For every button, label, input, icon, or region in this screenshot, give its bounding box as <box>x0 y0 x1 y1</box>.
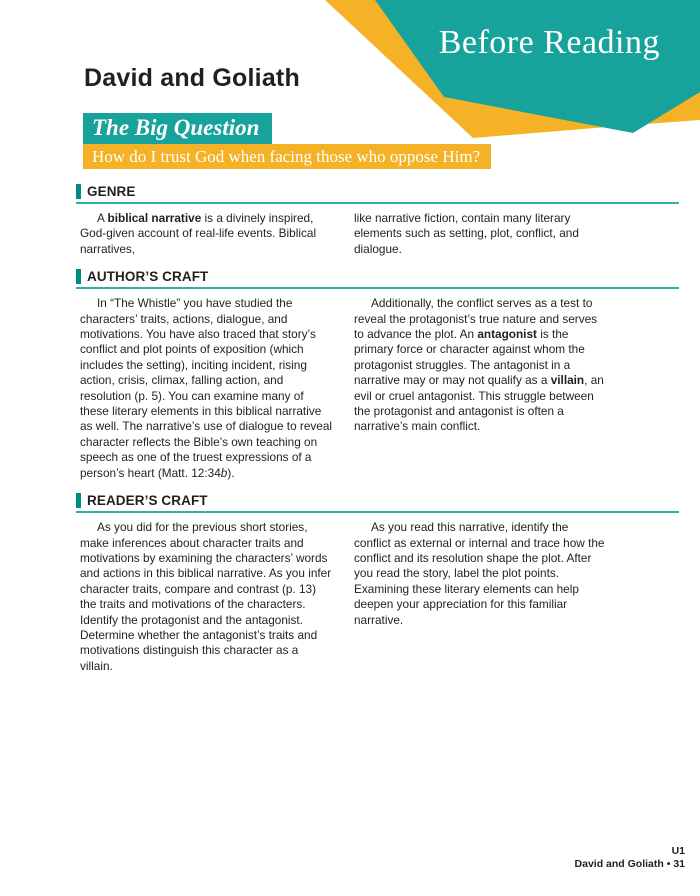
genre-term-biblical-narrative: biblical narrative <box>107 211 202 225</box>
page-footer <box>575 845 685 871</box>
authors-craft-left-text-1: In “The Whistle” you have studied the characters’ traits, actions, dialogue, and motivations. You have also traced that story’s conflict and plot points of exposition (which includes the setting), inciting incident, rising action, crisis, climax, falling action, and resolution (p. 5). You can examine many of these literary elements in this biblical narrative as well. The narrative’s use of dialogue to reveal character reflects the Bible’s own teaching on speech as one of the truest expressions of a person’s heart (Matt. 12:34 <box>80 296 333 480</box>
section-readers-craft-title: READER’S CRAFT <box>87 493 208 509</box>
section-genre-body <box>80 211 607 257</box>
authors-craft-right-column <box>354 296 607 481</box>
authors-craft-right-text-3: , an evil or cruel antagonist. This struggle between the protagonist and antagonist is often a narrative’s main conflict. <box>354 373 604 434</box>
authors-craft-verse-letter: b <box>220 465 228 480</box>
genre-right-column <box>354 211 607 257</box>
genre-left-text-2: is a divinely inspired, God-given account of real-life events. Biblical narratives, <box>80 211 317 256</box>
big-question-text: How do I trust God when facing those who oppose Him? <box>83 144 491 169</box>
section-readers-craft-body <box>80 520 607 674</box>
section-authors-craft-title: AUTHOR’S CRAFT <box>87 269 209 285</box>
footer-unit-label: U1 <box>671 845 685 857</box>
footer-page-ref: David and Goliath • 31 <box>574 858 685 870</box>
section-genre-title: GENRE <box>87 184 136 199</box>
heading-accent-bar <box>76 184 81 199</box>
section-genre <box>76 184 679 257</box>
authors-craft-left-text-2: ). <box>227 465 235 480</box>
readers-craft-left-column <box>80 520 333 674</box>
genre-left-column <box>80 211 333 257</box>
section-authors-craft-heading-row <box>76 269 679 289</box>
heading-accent-bar <box>76 493 81 508</box>
page-content <box>76 184 679 686</box>
authors-craft-term-antagonist: antagonist <box>477 327 537 342</box>
authors-craft-right-text-1: Additionally, the conflict serves as a test to reveal the protagonist’s true nature and serves to advance the plot. An <box>354 296 598 342</box>
banner-title: Before Reading <box>438 24 660 61</box>
readers-craft-right-column <box>354 520 607 674</box>
readers-craft-left-text: As you did for the previous short stories, make inferences about character traits and motivations by examining the characters’ words and actions in this biblical narrative. As you infer character traits, compare and contrast (p. 13) the traits and motivations of the characters. Identify the protagonist and the antagonist. Determine whether the antagonist’s traits and motivations distinguish this character as a villain. <box>80 520 332 673</box>
genre-right-text: like narrative fiction, contain many literary elements such as setting, plot, conflict, and dialogue. <box>354 211 579 256</box>
genre-left-text-1: A <box>97 211 108 225</box>
readers-craft-right-text: As you read this narrative, identify the conflict as external or internal and trace how the conflict and its resolution shape the plot. After you read the story, label the plot points. Examining these literary elements can help deepen your appreciation for this familiar narrative. <box>354 520 605 627</box>
heading-accent-bar <box>76 269 81 284</box>
page-title: David and Goliath <box>84 64 300 92</box>
authors-craft-term-villain: villain <box>550 373 585 388</box>
section-authors-craft-body <box>80 296 607 481</box>
section-genre-heading-row <box>76 184 679 204</box>
section-authors-craft <box>76 269 679 481</box>
authors-craft-right-text-2: is the primary force or character against whom the protagonist struggles. The antagonist in a narrative may or may not qualify as a <box>354 327 585 388</box>
teal-banner-shape <box>375 0 700 133</box>
section-readers-craft <box>76 493 679 674</box>
big-question-label: The Big Question <box>83 113 272 144</box>
section-readers-craft-heading-row <box>76 493 679 513</box>
authors-craft-left-column <box>80 296 333 481</box>
